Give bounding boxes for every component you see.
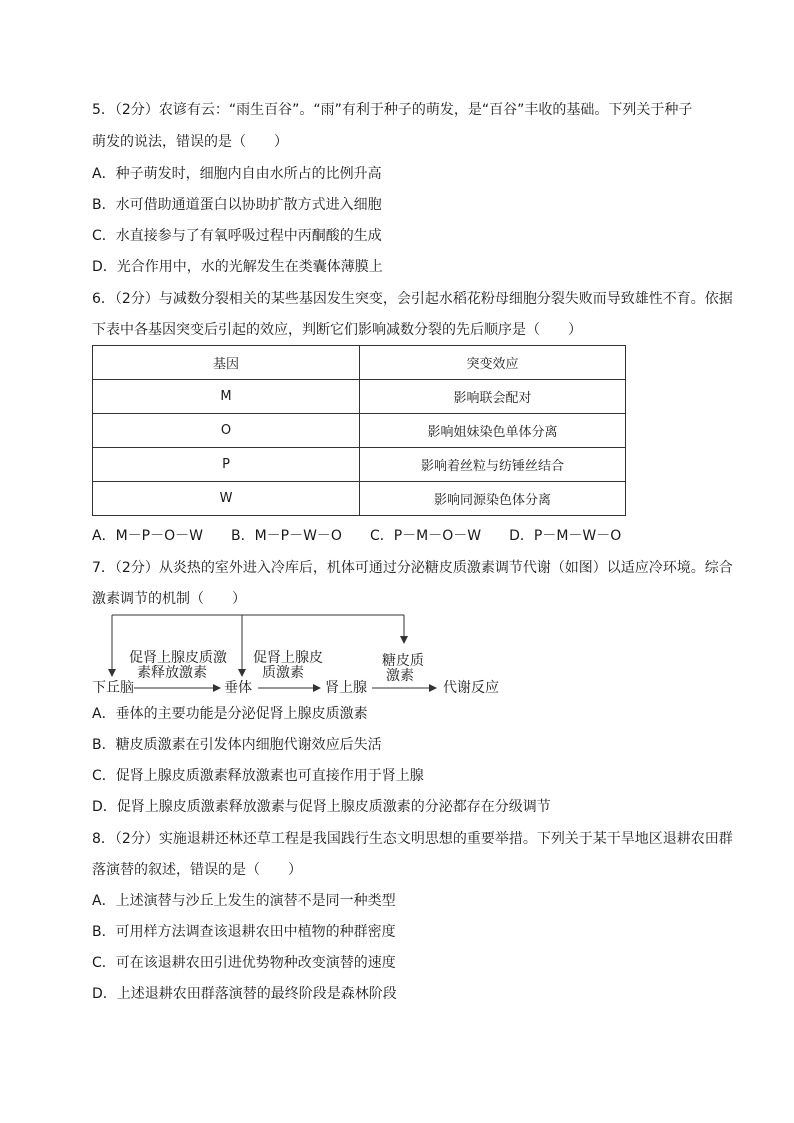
q7-stem-line1: 7．（2分）从炎热的室外进入冷库后，机体可通过分泌糖皮质激素调节代谢（如图）以适应冷环境。综合 — [92, 560, 733, 576]
table-cell-effect: 影响姐妹染色单体分离 — [360, 414, 626, 448]
q7-option-b: B．糖皮质激素在引发体内细胞代谢效应后失活 — [92, 737, 382, 753]
q5-option-a: A．种子萌发时，细胞内自由水所占的比例升高 — [92, 166, 382, 182]
table-cell-gene: W — [93, 482, 360, 516]
table-cell-gene: P — [93, 448, 360, 482]
table-header-gene: 基因 — [93, 346, 360, 380]
label-acth-line1: 促肾上腺皮 — [253, 650, 323, 666]
q7-stem-line2: 激素调节的机制（ ） — [92, 591, 246, 607]
table-cell-effect: 影响同源染色体分离 — [360, 482, 626, 516]
q7-option-a: A．垂体的主要功能是分泌促肾上腺皮质激素 — [92, 706, 368, 722]
q8-option-a: A．上述演替与沙丘上发生的演替不是同一种类型 — [92, 893, 396, 909]
label-crh-line2: 素释放激素 — [137, 665, 207, 681]
q5-stem-line2: 萌发的说法，错误的是（ ） — [92, 134, 288, 150]
q8-option-b: B．可用样方法调查该退耕农田中植物的种群密度 — [92, 924, 396, 940]
node-hypothalamus: 下丘脑 — [92, 680, 134, 696]
q8-stem-line1: 8．（2分）实施退耕还林还草工程是我国践行生态文明思想的重要举措。下列关于某干旱地区退耕农田群 — [92, 831, 733, 847]
node-pituitary: 垂体 — [224, 680, 252, 696]
label-crh-line1: 促肾上腺皮质激 — [129, 650, 227, 666]
node-adrenal: 肾上腺 — [325, 680, 367, 696]
q6-stem-line2: 下表中各基因突变后引起的效应，判断它们影响减数分裂的先后顺序是（ ） — [92, 322, 582, 338]
q7-option-d: D．促肾上腺皮质激素释放激素与促肾上腺皮质激素的分泌都存在分级调节 — [92, 799, 551, 815]
q6-stem-line1: 6．（2分）与减数分裂相关的某些基因发生突变，会引起水稻花粉母细胞分裂失败而导致雄性不育。依据 — [92, 291, 733, 307]
node-metabolism: 代谢反应 — [443, 680, 499, 696]
table-cell-gene: O — [93, 414, 360, 448]
table-header-effect: 突变效应 — [360, 346, 626, 380]
table-cell-effect: 影响着丝粒与纺锤丝结合 — [360, 448, 626, 482]
q8-stem-line2: 落演替的叙述，错误的是（ ） — [92, 862, 302, 878]
q8-option-c: C．可在该退耕农田引进优势物种改变演替的速度 — [92, 955, 396, 971]
q7-option-c: C．促肾上腺皮质激素释放激素也可直接作用于肾上腺 — [92, 768, 424, 784]
q5-option-d: D．光合作用中，水的光解发生在类囊体薄膜上 — [92, 259, 383, 275]
label-gc-line1: 糖皮质 — [382, 653, 424, 669]
q5-stem-line1: 5．（2分）农谚有云：“雨生百谷”。“雨”有利于种子的萌发，是“百谷”丰收的基础。下列关于种子 — [92, 102, 693, 118]
q6-options: A．M－P－O－W B．M－P－W－O C．P－M－O－W D．P－M－W－O — [92, 528, 622, 544]
q5-option-b: B．水可借助通道蛋白以协助扩散方式进入细胞 — [92, 197, 382, 213]
label-acth-line2: 质激素 — [262, 665, 304, 681]
table-cell-effect: 影响联会配对 — [360, 380, 626, 414]
q8-option-d: D．上述退耕农田群落演替的最终阶段是森林阶段 — [92, 986, 397, 1002]
q5-option-c: C．水直接参与了有氧呼吸过程中丙酮酸的生成 — [92, 228, 382, 244]
table-cell-gene: M — [93, 380, 360, 414]
label-gc-line2: 激素 — [386, 668, 414, 684]
